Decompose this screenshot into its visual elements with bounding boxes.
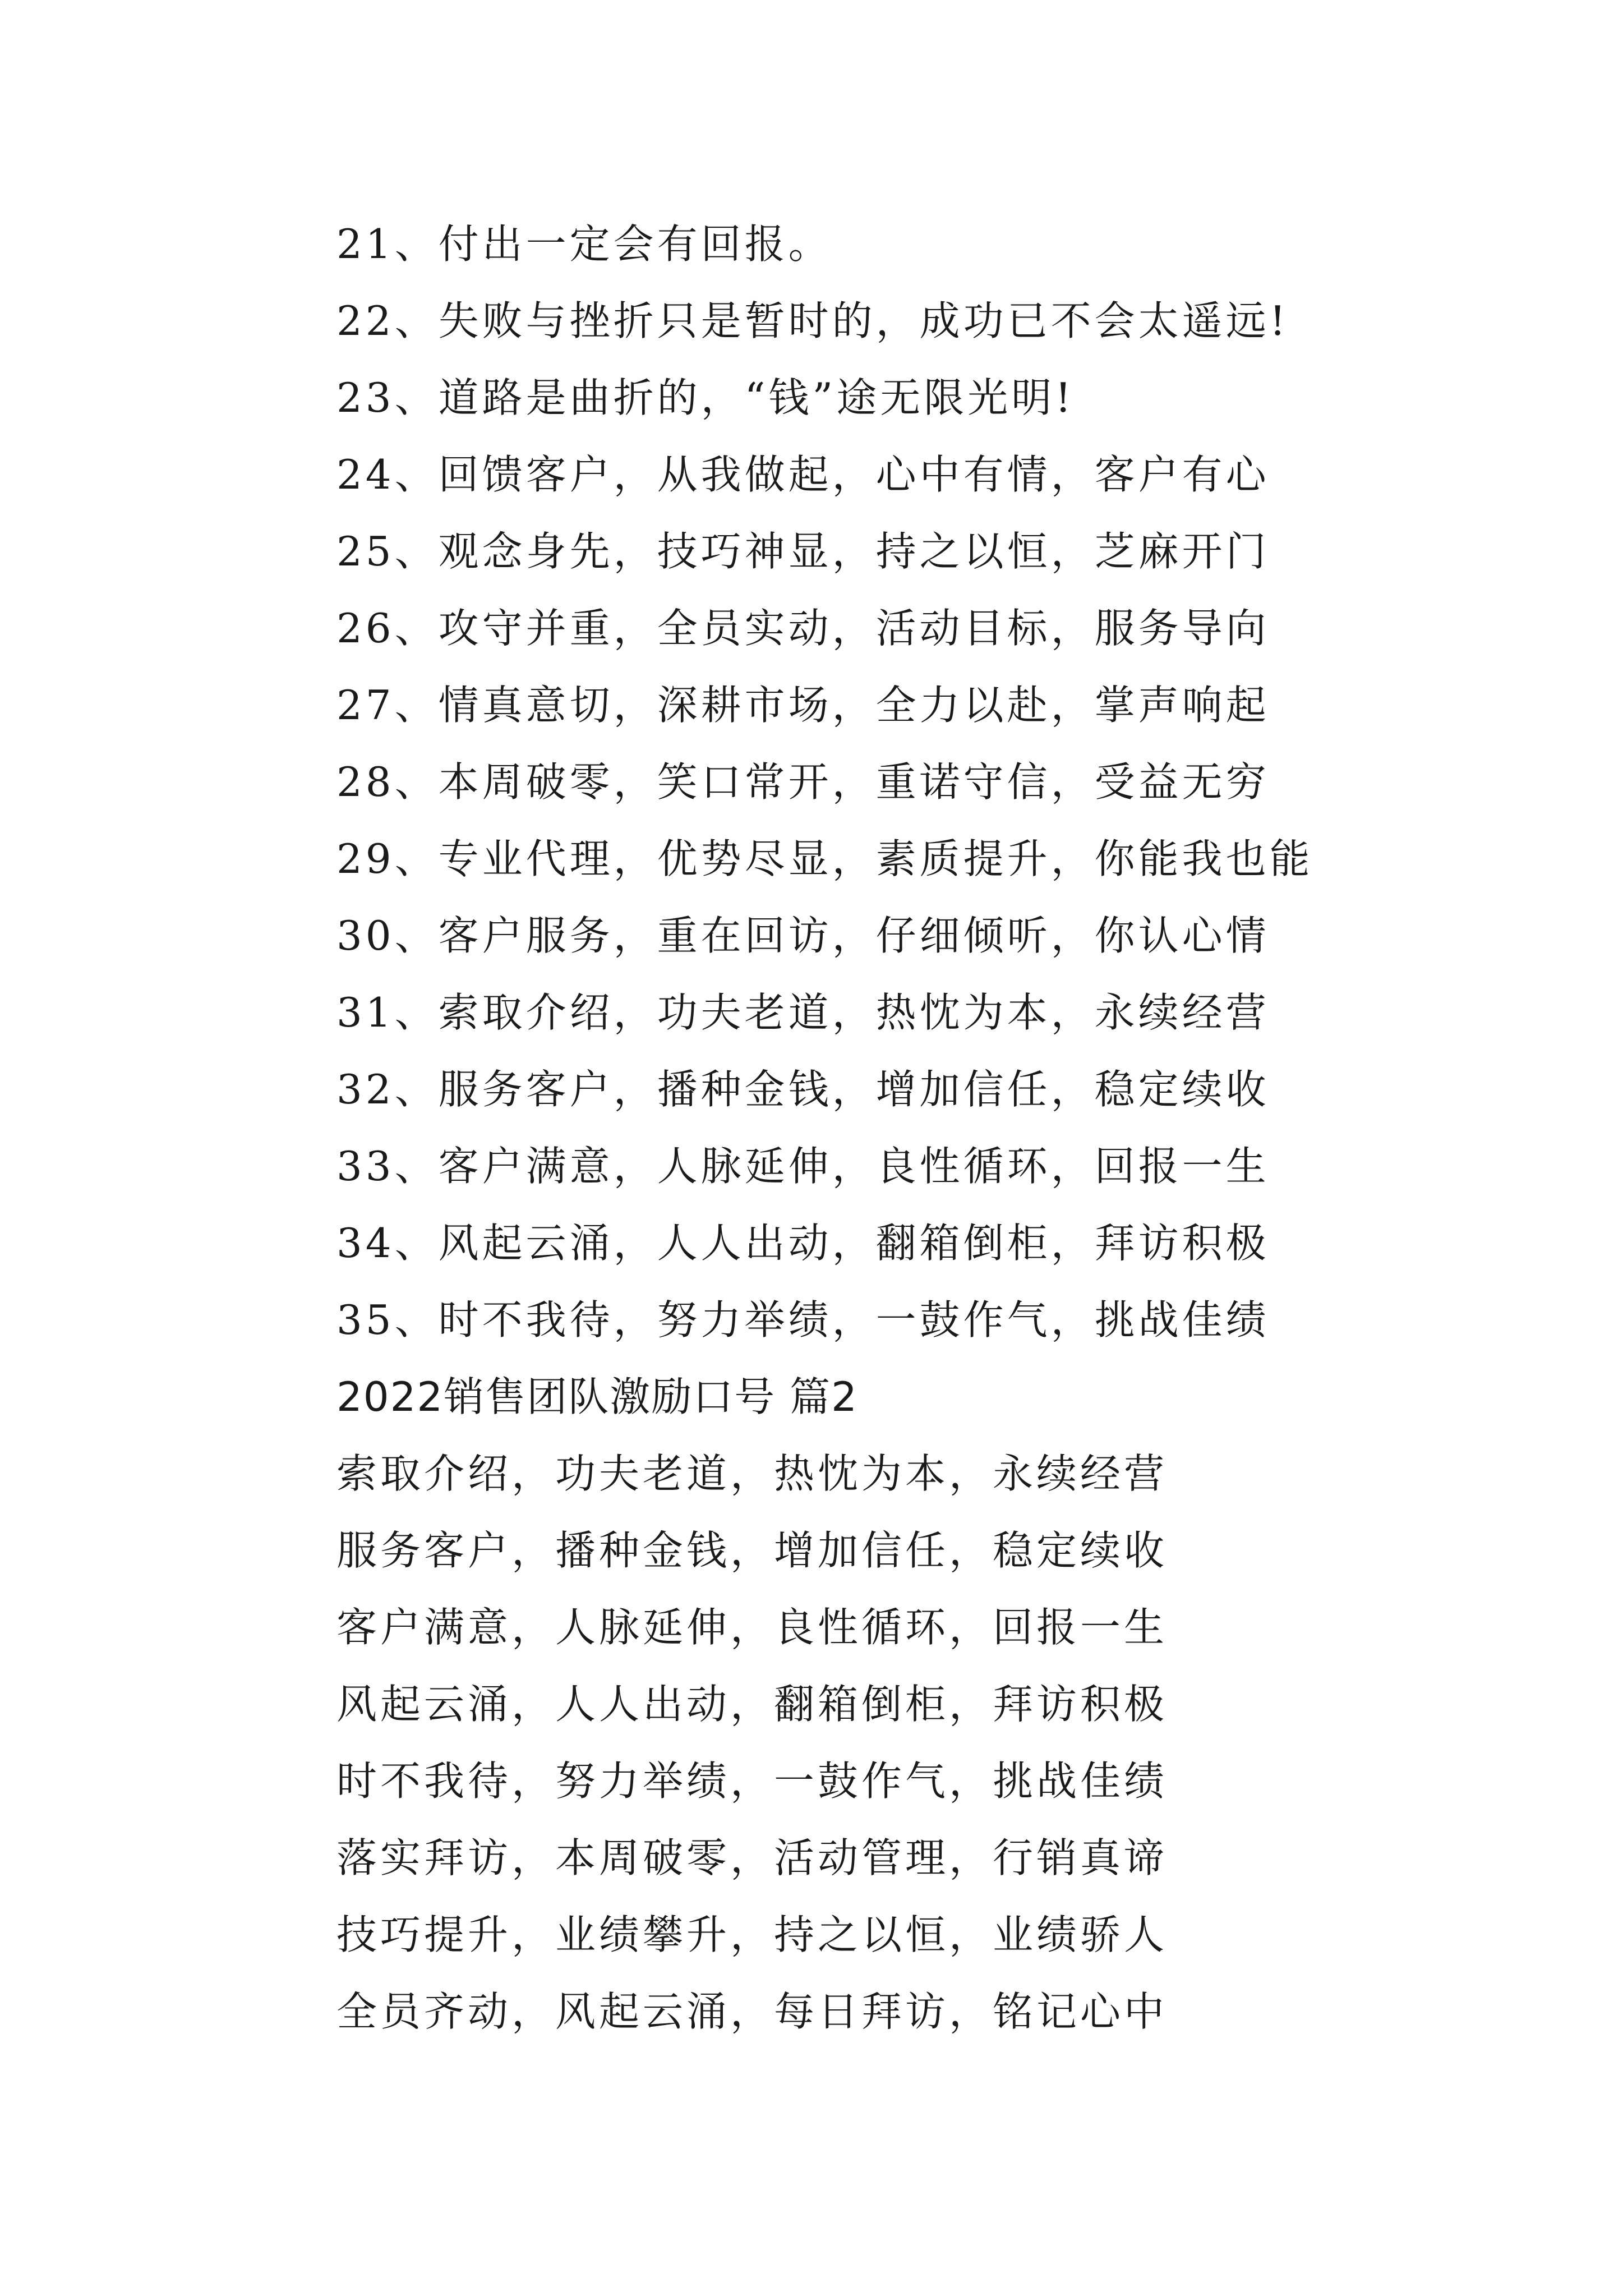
numbered-line-35: 35、时不我待，努力举绩，一鼓作气，挑战佳绩: [336, 1296, 1270, 1343]
numbered-line-21: 21、付出一定会有回报。: [336, 220, 832, 268]
slogan-line: 客户满意，人脉延伸，良性循环，回报一生: [336, 1604, 1168, 1651]
numbered-line-32: 32、服务客户，播种金钱，增加信任，稳定续收: [336, 1066, 1270, 1113]
section-heading: 2022销售团队激励口号 篇2: [336, 1373, 858, 1420]
slogan-line: 时不我待，努力举绩，一鼓作气，挑战佳绩: [336, 1757, 1168, 1805]
numbered-line-26: 26、攻守并重，全员实动，活动目标，服务导向: [336, 605, 1270, 652]
numbered-line-31: 31、索取介绍，功夫老道，热忱为本，永续经营: [336, 989, 1270, 1036]
slogan-line: 全员齐动，风起云涌，每日拜访，铭记心中: [336, 1988, 1168, 2035]
numbered-line-28: 28、本周破零，笑口常开，重诺守信，受益无穷: [336, 758, 1270, 806]
numbered-line-23: 23、道路是曲折的，“钱”途无限光明!: [336, 374, 1075, 421]
slogan-line: 索取介绍，功夫老道，热忱为本，永续经营: [336, 1450, 1168, 1497]
slogan-line: 风起云涌，人人出动，翻箱倒柜，拜访积极: [336, 1681, 1168, 1728]
slogan-line: 落实拜访，本周破零，活动管理，行销真谛: [336, 1834, 1168, 1881]
numbered-line-34: 34、风起云涌，人人出动，翻箱倒柜，拜访积极: [336, 1220, 1270, 1267]
slogan-line: 服务客户，播种金钱，增加信任，稳定续收: [336, 1527, 1168, 1574]
numbered-line-22: 22、失败与挫折只是暂时的，成功已不会太遥远!: [336, 297, 1289, 344]
numbered-line-30: 30、客户服务，重在回访，仔细倾听，你认心情: [336, 912, 1270, 959]
numbered-line-29: 29、专业代理，优势尽显，素质提升，你能我也能: [336, 835, 1313, 882]
numbered-line-25: 25、观念身先，技巧神显，持之以恒，芝麻开门: [336, 528, 1270, 575]
numbered-line-33: 33、客户满意，人脉延伸，良性循环，回报一生: [336, 1143, 1270, 1190]
numbered-line-27: 27、情真意切，深耕市场，全力以赴，掌声响起: [336, 682, 1270, 729]
slogan-line: 技巧提升，业绩攀升，持之以恒，业绩骄人: [336, 1911, 1168, 1958]
numbered-line-24: 24、回馈客户，从我做起，心中有情，客户有心: [336, 451, 1270, 498]
